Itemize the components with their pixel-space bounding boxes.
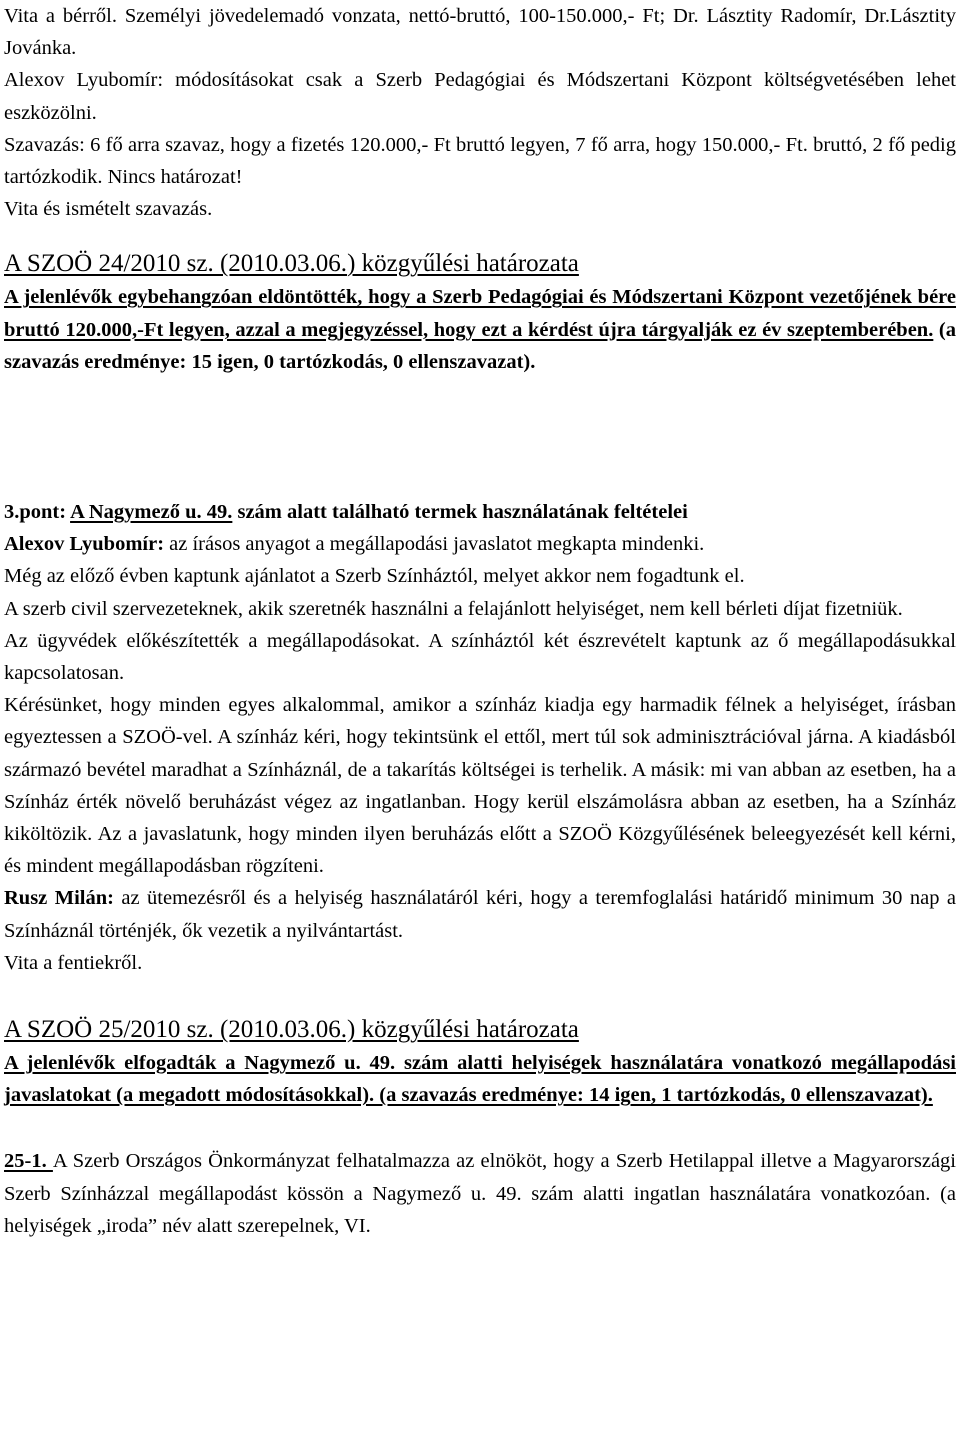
resolution-24-heading	[4, 247, 956, 281]
paragraph-rusz-statement	[4, 882, 956, 946]
item-25-1-text: A Szerb Országos Önkormányzat felhatalmazza az elnököt, hogy a Szerb Hetilappal illetve a Magyarországi Szerb Színházzal megállapodást kössön a Nagymező u. 49. szám alatti ingatlan használatára vonatkozóan. (a helyiségek „iroda” név alatt szerepelnek, VI.	[4, 1150, 956, 1237]
paragraph-debate: Vita a fentiekről.	[4, 951, 143, 974]
point-3-title	[4, 496, 956, 528]
resolution-24-body-underlined: A jelenlévők egybehangzóan eldöntötték, hogy a Szerb Pedagógiai és Módszertani Központ vezetőjének bére bruttó 120.000,-Ft legyen, azzal a megjegyzéssel, hogy ezt a kérdést újra tárgyalják ez év szeptemberében.	[4, 286, 956, 341]
spacer	[4, 225, 956, 247]
resolution-25-body	[4, 1047, 956, 1111]
item-25-1	[4, 1145, 956, 1242]
resolution-24-vote: (a szavazás eredménye: 15 igen, 0 tartózkodás, 0 ellenszavazat).	[4, 318, 956, 373]
spacer	[4, 378, 956, 496]
paragraph-civil-organisations: A szerb civil szervezeteknek, akik szeretnék használni a felajánlott helyiséget, nem kell bérleti díjat fizetniük.	[4, 597, 903, 620]
resolution-25-body-text: A jelenlévők elfogadták a Nagymező u. 49. szám alatti helyiségek használatára vonatkozó megállapodási javaslatokat (a megadott módosításokkal). (a szavazás eredménye: 14 igen, 1 tartózkodás, 0 ellenszavazat).	[4, 1052, 956, 1107]
paragraph-previous-offer: Még az előző évben kaptunk ajánlatot a Szerb Színháztól, melyet akkor nem fogadtunk el.	[4, 565, 745, 588]
speaker-rusz: Rusz Milán:	[4, 887, 114, 910]
point-3-title-rest: szám alatt található termek használatának feltételei	[232, 501, 688, 524]
speaker-alexov: Alexov Lyubomír:	[4, 533, 165, 556]
paragraph-debate-revote: Vita és ismételt szavazás.	[4, 198, 213, 221]
point-3-address: A Nagymező u. 49.	[70, 501, 233, 524]
item-25-1-label: 25-1.	[4, 1150, 53, 1173]
paragraph-lawyers: Az ügyvédek előkészítették a megállapodásokat. A színháztól két észrevételt kaptunk az ő megállapodásukkal kapcsolatosan.	[4, 629, 956, 685]
paragraph-vote-result: Szavazás: 6 fő arra szavaz, hogy a fizetés 120.000,- Ft bruttó legyen, 7 fő arra, hogy 150.000,- Ft. bruttó, 2 fő pedig tartózkodik. Nincs határozat!	[4, 133, 956, 189]
spacer	[4, 979, 956, 1013]
resolution-24-heading-underlined: A SZOÖ 24/2010 sz. (2010.03.06.	[4, 250, 348, 278]
spacer	[4, 1111, 956, 1145]
rusz-statement-text: az ütemezésről és a helyiség használatáról kéri, hogy a teremfoglalási határidő minimum 30 nap a Színháznál történjék, ők vezetik a nyilvántartást.	[4, 887, 956, 942]
resolution-24-heading-rest: ) közgyűlési határozata	[347, 250, 579, 278]
resolution-25-heading: A SZOÖ 25/2010 sz. (2010.03.06.) közgyűlési határozata	[4, 1016, 579, 1044]
document-page	[4, 0, 956, 1242]
paragraph-request-theatre: Kérésünket, hogy minden egyes alkalommal, amikor a színház kiadja egy harmadik félnek a helyiséget, írásban egyeztessen a SZOÖ-vel. A színház kéri, hogy tekintsünk el ettől, mert túl sok adminisztrációval járna. A kiadásból származó bevétel maradhat a Színháznál, de a takarítás költségei is terhelik. A másik: mi van abban az esetben, ha a Színház érték növelő beruházást végez az ingatlanban. Hogy kerül elszámolásra abban az esetben, ha a Színház kiköltözik. Az a javaslatunk, hogy minden ilyen beruházás előtt a SZOÖ Közgyűlésének beleegyezését kell kérni, és mindent megállapodásban rögzíteni.	[4, 694, 956, 878]
paragraph-debate-salary: Vita a bérről. Személyi jövedelemadó vonzata, nettó-bruttó, 100-150.000,- Ft; Dr. Lásztity Radomír, Dr.Lásztity Jovánka.	[4, 5, 956, 60]
paragraph-alexov-statement: Alexov Lyubomír: módosításokat csak a Szerb Pedagógiai és Módszertani Központ költségvetésében lehet eszközölni.	[4, 69, 956, 124]
resolution-24-body	[4, 281, 956, 378]
paragraph-alexov-materials	[4, 528, 956, 560]
point-3-label: 3.pont:	[4, 501, 71, 524]
alexov-materials-text: az írásos anyagot a megállapodási javaslatot megkapta mindenki.	[164, 533, 705, 556]
